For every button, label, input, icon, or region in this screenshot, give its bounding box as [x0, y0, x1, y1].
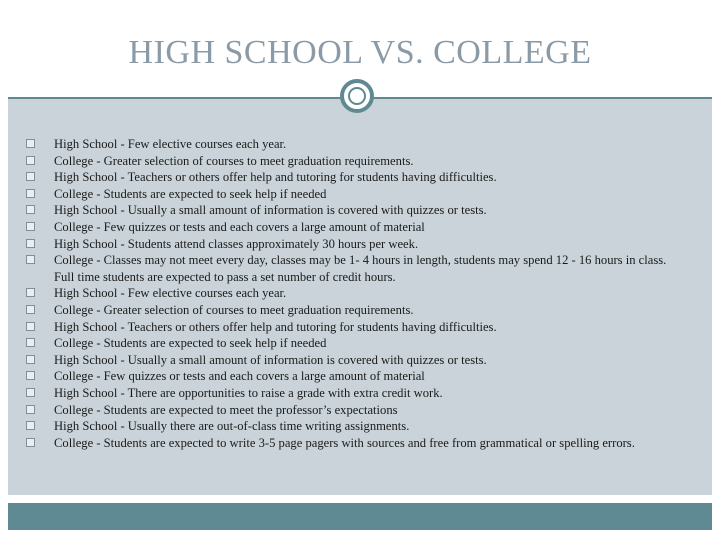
list-item: [26, 169, 686, 186]
list-item-text: High School - Students attend classes approximately 30 hours per week.: [54, 236, 419, 251]
square-bullet-icon: [26, 338, 35, 347]
square-bullet-icon: [26, 355, 35, 364]
list-item: [26, 402, 686, 419]
list-item: [26, 136, 686, 153]
list-item-text: High School - There are opportunities to raise a grade with extra credit work.: [54, 385, 443, 400]
square-bullet-icon: [26, 139, 35, 148]
list-item-text: College - Classes may not meet every day, classes may be 1- 4 hours in length, students may spend 12 - 16 hours in class. Full time students are expected to pass a set number of credit hours.: [54, 253, 667, 284]
square-bullet-icon: [26, 405, 35, 414]
list-item: [26, 418, 686, 435]
list-item: [26, 219, 686, 236]
list-item-text: High School - Few elective courses each year.: [54, 286, 287, 301]
list-item-text: High School - Teachers or others offer help and tutoring for students having difficulties.: [54, 170, 497, 185]
square-bullet-icon: [26, 239, 35, 248]
list-item: [26, 335, 686, 352]
list-item-text: High School - Usually a small amount of information is covered with quizzes or tests.: [54, 352, 487, 367]
bullet-list: [26, 136, 686, 451]
square-bullet-icon: [26, 305, 35, 314]
list-item-text: High School - Usually there are out-of-class time writing assignments.: [54, 419, 410, 434]
list-item: [26, 285, 686, 302]
list-item-text: College - Students are expected to seek help if needed: [54, 336, 327, 351]
list-item-text: College - Greater selection of courses to meet graduation requirements.: [54, 153, 414, 168]
list-item-text: College - Students are expected to seek help if needed: [54, 186, 327, 201]
slide-title: HIGH SCHOOL VS. COLLEGE: [128, 34, 592, 71]
list-item-text: College - Few quizzes or tests and each covers a large amount of material: [54, 219, 425, 234]
list-item: [26, 252, 686, 285]
footer-bar: [8, 503, 712, 530]
square-bullet-icon: [26, 421, 35, 430]
list-item: [26, 186, 686, 203]
square-bullet-icon: [26, 189, 35, 198]
list-item: [26, 435, 686, 452]
list-item: [26, 236, 686, 253]
square-bullet-icon: [26, 156, 35, 165]
list-item: [26, 368, 686, 385]
list-item: [26, 202, 686, 219]
list-item-text: College - Students are expected to write 3-5 page pagers with sources and free from grammatical or spelling errors.: [54, 435, 635, 450]
list-item-text: High School - Teachers or others offer help and tutoring for students having difficulties.: [54, 319, 497, 334]
square-bullet-icon: [26, 205, 35, 214]
list-item-text: High School - Few elective courses each year.: [54, 137, 287, 151]
list-item-text: College - Students are expected to meet the professor’s expectations: [54, 402, 398, 417]
list-item-text: College - Greater selection of courses to meet graduation requirements.: [54, 302, 414, 317]
square-bullet-icon: [26, 388, 35, 397]
square-bullet-icon: [26, 371, 35, 380]
square-bullet-icon: [26, 222, 35, 231]
list-item: [26, 385, 686, 402]
list-item: [26, 302, 686, 319]
list-item: [26, 153, 686, 170]
square-bullet-icon: [26, 288, 35, 297]
square-bullet-icon: [26, 322, 35, 331]
ring-circle-icon: [340, 79, 374, 113]
list-item-text: High School - Usually a small amount of information is covered with quizzes or tests.: [54, 203, 487, 218]
square-bullet-icon: [26, 172, 35, 181]
list-item: [26, 319, 686, 336]
list-item-text: College - Few quizzes or tests and each covers a large amount of material: [54, 369, 425, 384]
list-item: [26, 352, 686, 369]
square-bullet-icon: [26, 438, 35, 447]
square-bullet-icon: [26, 255, 35, 264]
